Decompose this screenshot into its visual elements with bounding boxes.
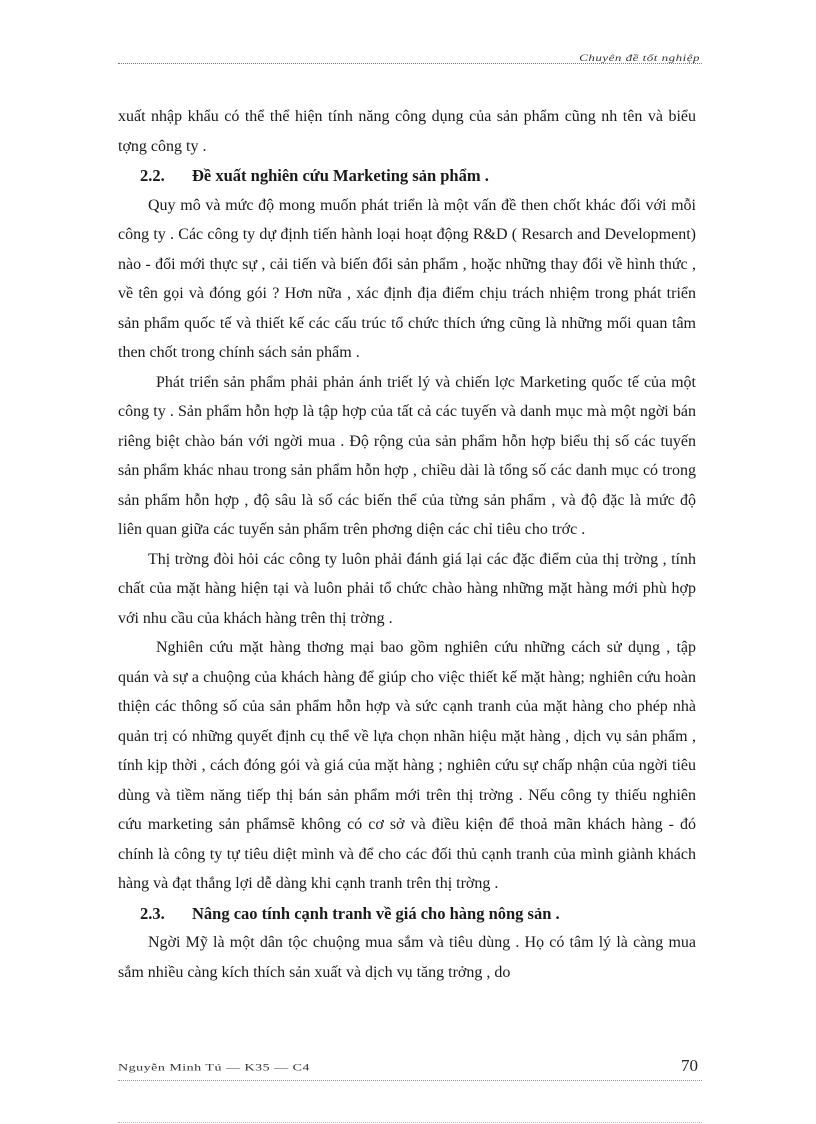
section-heading-2-3 — [118, 899, 696, 929]
paragraph-intro: xuất nhập khẩu có thể thể hiện tính năng công dụng của sản phẩm cũng nh tên và biểu tợng công ty . — [118, 108, 696, 155]
paragraph: Ngời Mỹ là một dân tộc chuộng mua sắm và tiêu dùng . Họ có tâm lý là càng mua sắm nhiều càng kích thích sản xuất và dịch vụ tăng trởng , do — [118, 934, 696, 981]
page-number: 70 — [681, 1056, 698, 1075]
footer-rule — [118, 1080, 702, 1082]
footer-author: Nguyễn Minh Tú — K35 — C4 — [118, 1062, 310, 1074]
section-title: Đề xuất nghiên cứu Marketing sản phẩm . — [192, 166, 489, 185]
section-heading-2-2 — [118, 161, 696, 191]
document-body — [118, 102, 696, 987]
section-number: 2.3. — [140, 903, 165, 923]
paragraph: Phát triển sản phẩm phải phản ánh triết lý và chiến lợc Marketing quốc tế của một công ty . Sản phẩm hỗn hợp là tập hợp của tất cả các tuyến và danh mục mà một ngời bán riêng biệt chào bán với ngời mua . Độ rộng của sản phẩm hỗn hợp biểu thị số các tuyến sản phẩm khác nhau trong sản phẩm hỗn hợp , chiều dài là tổng số các danh mục có trong sản phẩm hỗn hợp , độ sâu là số các biến thể của từng sản phẩm , và độ đặc là mức độ liên quan giữa các tuyến sản phẩm trên phơng diện các chỉ tiêu cho trớc . — [118, 373, 696, 538]
running-header: Chuyên đề tốt nghiệp — [579, 52, 700, 64]
section-title: Nâng cao tính cạnh tranh về giá cho hàng nông sản . — [192, 903, 560, 923]
header-rule — [118, 63, 702, 65]
paragraph: Nghiên cứu mặt hàng thơng mại bao gồm nghiên cứu những cách sử dụng , tập quán và sự a chuộng của khách hàng để giúp cho việc thiết kế mặt hàng; nghiên cứu hoàn thiện các thông số của sản phẩm hỗn hợp và sức cạnh tranh của mặt hàng cho phép nhà quản trị có những quyết định cụ thể về lựa chọn nhãn hiệu mặt hàng , dịch vụ sản phẩm , tính kịp thời , cách đóng gói và giá của mặt hàng ; nghiên cứu sự chấp nhận của ngời tiêu dùng và tiềm năng tiếp thị bán sản phẩm mới trên thị trờng . Nếu công ty thiếu nghiên cứu marketing sản phẩmsẽ không có cơ sở và điều kiện để thoả mãn khách hàng - đó chính là công ty tự tiêu diệt mình và để cho các đối thủ cạnh tranh của mình giành khách hàng và đạt thắng lợi dễ dàng khi cạnh tranh trên thị trờng . — [118, 639, 696, 892]
paragraph: Quy mô và mức độ mong muốn phát triển là một vấn đề then chốt khác đối với mỗi công ty . Các công ty dự định tiến hành loại hoạt động R&D ( Resarch and Development) nào - đổi mới thực sự , cải tiến và biến đổi sản phẩm , hoặc những thay đổi về hình thức , về tên gọi và đóng gói ? Hơn nữa , xác định địa điểm chịu trách nhiệm trong phát triển sản phẩm quốc tế và thiết kế các cấu trúc tổ chức thích ứng cũng là những mối quan tâm then chốt trong chính sách sản phẩm . — [118, 196, 696, 361]
paragraph: Thị trờng đòi hỏi các công ty luôn phải đánh giá lại các đặc điểm của thị trờng , tính chất của mặt hàng hiện tại và luôn phải tổ chức chào hàng những mặt hàng mới phù hợp với nhu cầu của khách hàng trên thị trờng . — [118, 550, 696, 627]
section-number: 2.2. — [140, 166, 165, 185]
